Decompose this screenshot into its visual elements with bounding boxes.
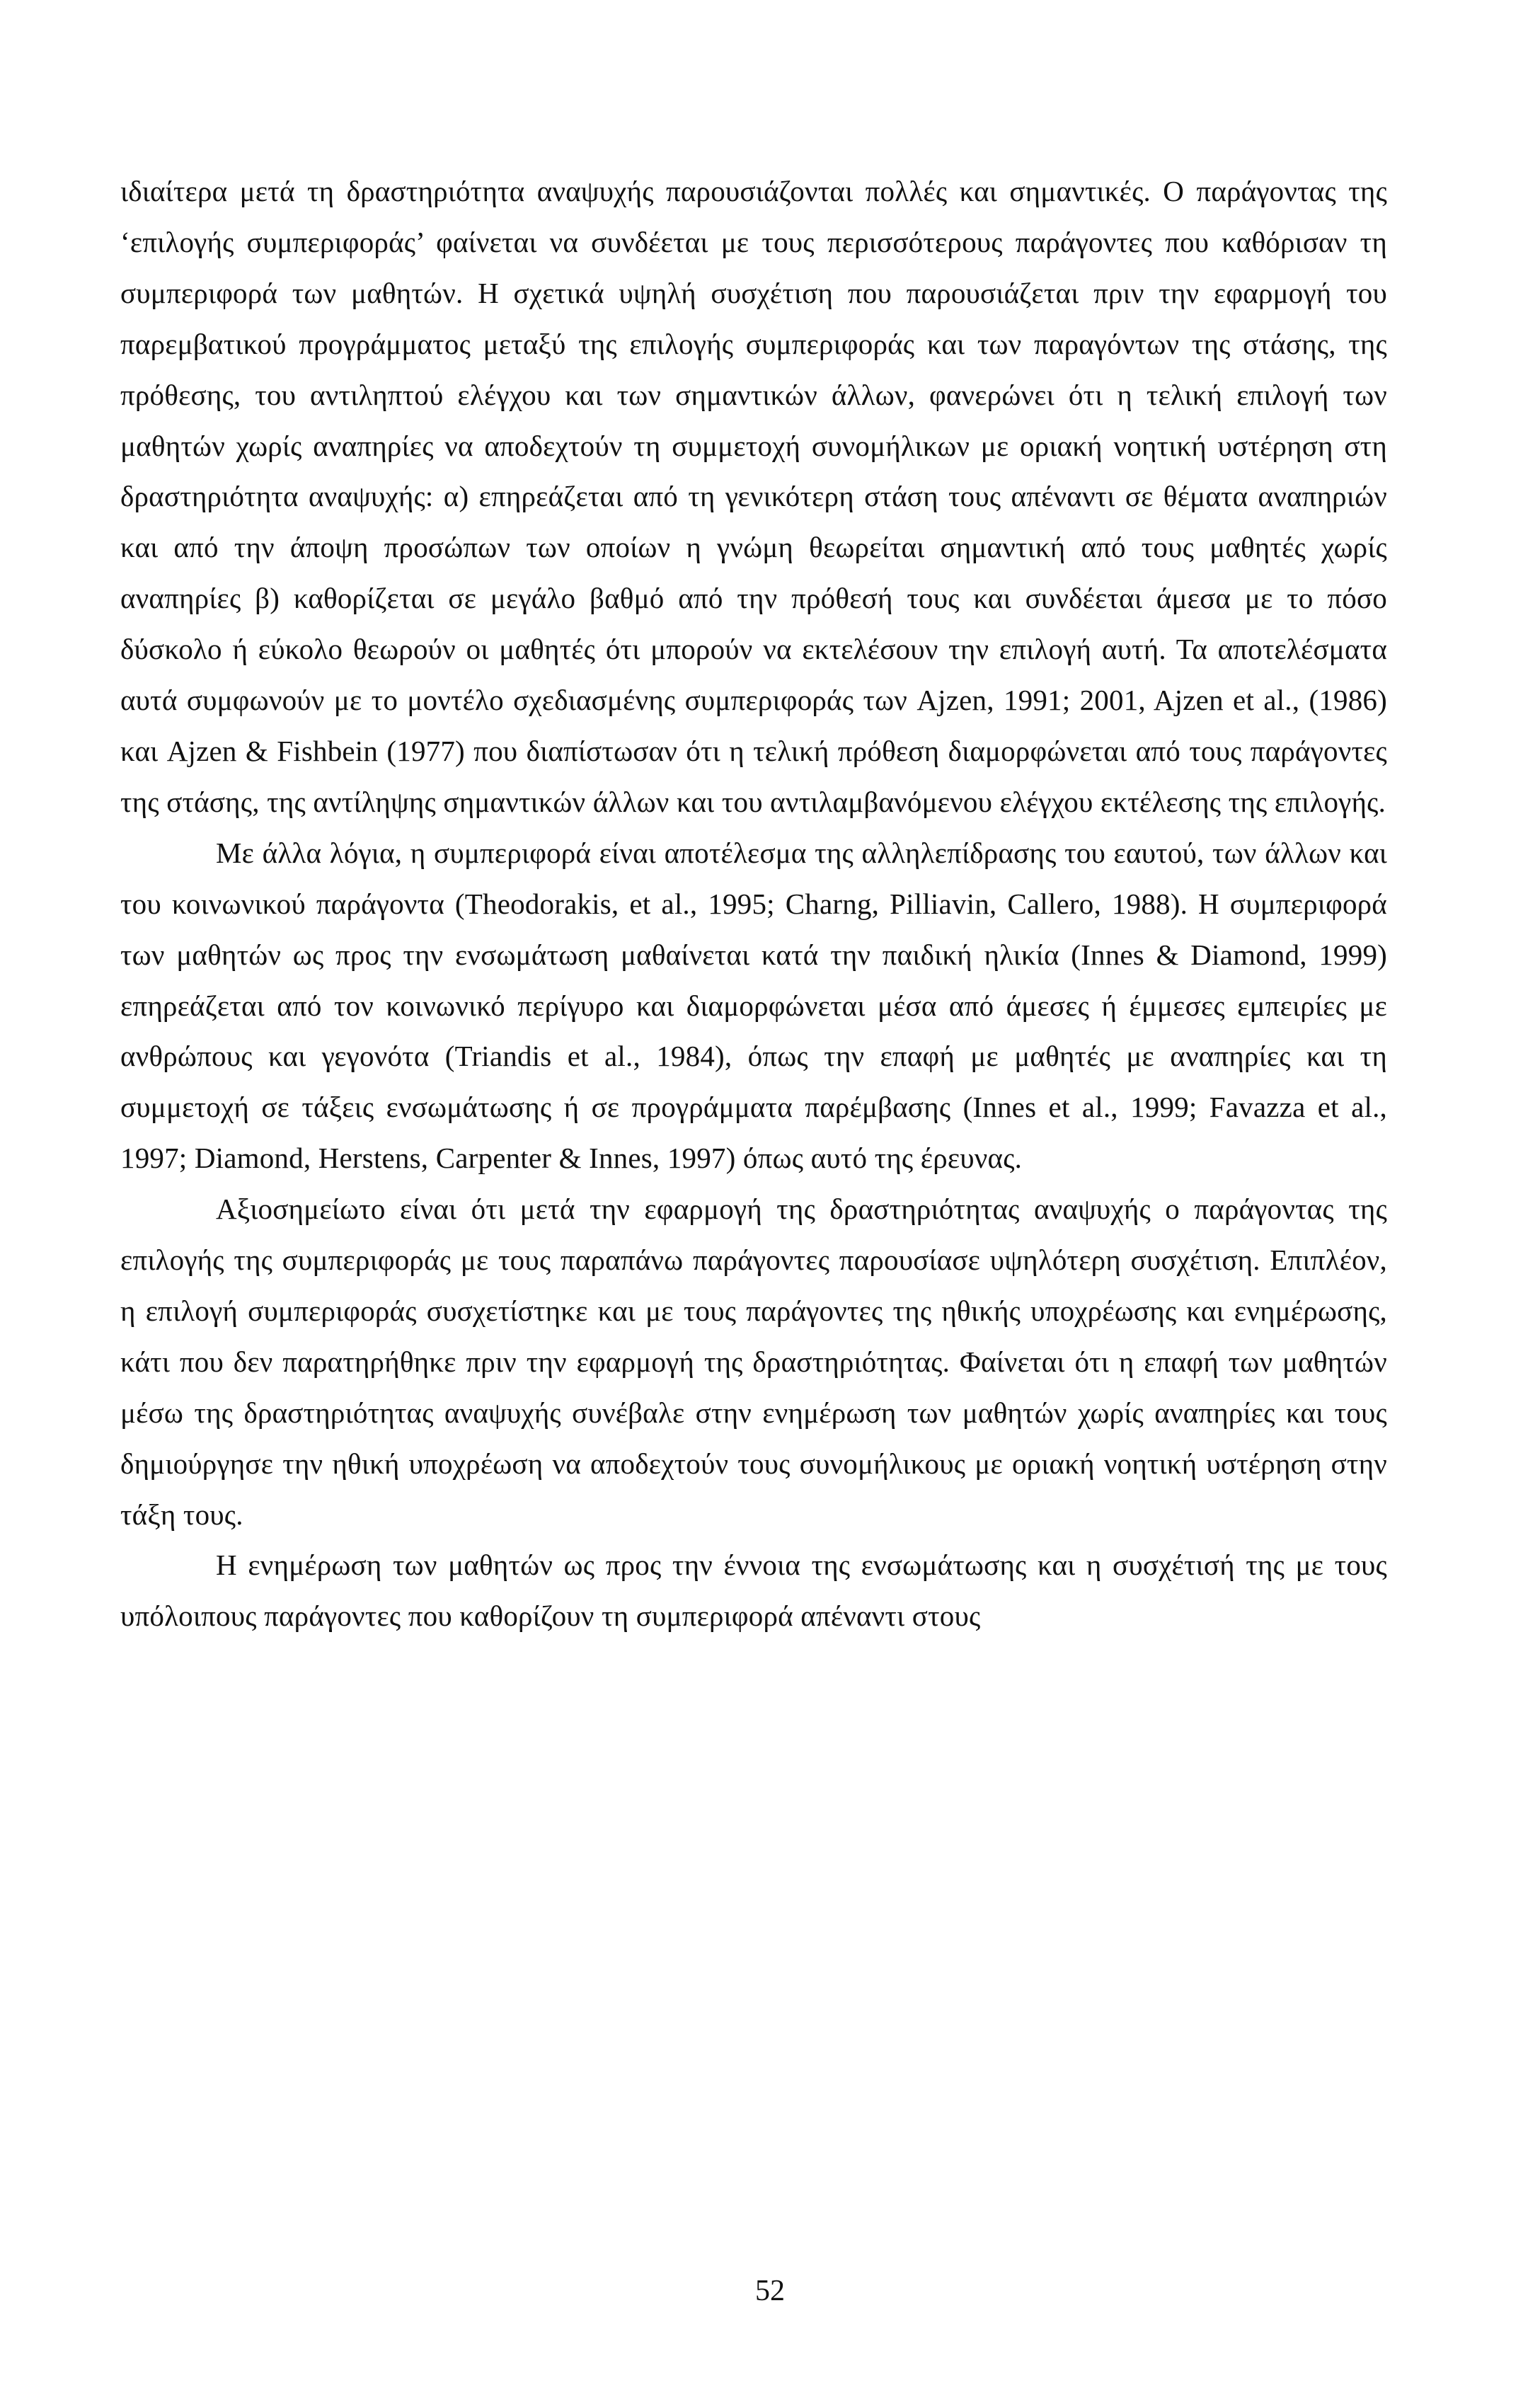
paragraph: Αξιοσημείωτο είναι ότι μετά την εφαρμογή της δραστηριότητας αναψυχής ο παράγοντας της επιλογής της συμπεριφοράς με τους παραπάνω παράγοντες παρουσίασε υψηλότερη συσχέτιση. Επιπλέον, η επιλογή συμπεριφοράς συσχετίστηκε και με τους παράγοντες της ηθικής υποχρέωσης και ενημέρωσης, κάτι που δεν παρατηρήθηκε πριν την εφαρμογή της δραστηριότητας. Φαίνεται ότι η επαφή των μαθητών μέσω της δραστηριότητας αναψυχής συνέβαλε στην ενημέρωση των μαθητών χωρίς αναπηρίες και τους δημιούργησε την ηθική υποχρέωση να αποδεχτούν τους συνομήλικους με οριακή νοητική υστέρηση στην τάξη τους.: [120, 1193, 1387, 1531]
paragraph-continued: ιδιαίτερα μετά τη δραστηριότητα αναψυχής παρουσιάζονται πολλές και σημαντικές. Ο παράγοντας της ‘επιλογής συμπεριφοράς’ φαίνεται να συνδέεται με τους περισσότερους παράγοντες που καθόρισαν τη συμπεριφορά των μαθητών. Η σχετικά υψηλή συσχέτιση που παρουσιάζεται πριν την εφαρμογή του παρεμβατικού προγράμματος μεταξύ της επιλογής συμπεριφοράς και των παραγόντων της στάσης, της πρόθεσης, του αντιληπτού ελέγχου και των σημαντικών άλλων, φανερώνει ότι η τελική επιλογή των μαθητών χωρίς αναπηρίες να αποδεχτούν τη συμμετοχή συνομήλικων με οριακή νοητική υστέρηση στη δραστηριότητα αναψυχής: α) επηρεάζεται από τη γενικότερη στάση τους απέναντι σε θέματα αναπηριών και από την άποψη προσώπων των οποίων η γνώμη θεωρείται σημαντική από τους μαθητές χωρίς αναπηρίες β) καθορίζεται σε μεγάλο βαθμό από την πρόθεσή τους και συνδέεται άμεσα με το πόσο δύσκολο ή εύκολο θεωρούν οι μαθητές ότι μπορούν να εκτελέσουν την επιλογή αυτή. Τα αποτελέσματα αυτά συμφωνούν με το μοντέλο σχεδιασμένης συμπεριφοράς των Ajzen, 1991; 2001, Ajzen et al., (1986) και Ajzen & Fishbein (1977) που διαπίστωσαν ότι η τελική πρόθεση διαμορφώνεται από τους παράγοντες της στάσης, της αντίληψης σημαντικών άλλων και του αντιλαμβανόμενου ελέγχου εκτέλεσης της επιλογής.: [120, 175, 1387, 818]
paragraph: Με άλλα λόγια, η συμπεριφορά είναι αποτέλεσμα της αλληλεπίδρασης του εαυτού, των άλλων και του κοινωνικού παράγοντα (Theodorakis, et al., 1995; Charng, Pilliavin, Callero, 1988). Η συμπεριφορά των μαθητών ως προς την ενσωμάτωση μαθαίνεται κατά την παιδική ηλικία (Innes & Diamond, 1999) επηρεάζεται από τον κοινωνικό περίγυρο και διαμορφώνεται μέσα από άμεσες ή έμμεσες εμπειρίες με ανθρώπους και γεγονότα (Triandis et al., 1984), όπως την επαφή με μαθητές με αναπηρίες και τη συμμετοχή σε τάξεις ενσωμάτωσης ή σε προγράμματα παρέμβασης (Innes et al., 1999; Favazza et al., 1997; Diamond, Herstens, Carpenter & Innes, 1997) όπως αυτό της έρευνας.: [120, 836, 1387, 1175]
page-number: 52: [755, 2275, 785, 2307]
paragraph: Η ενημέρωση των μαθητών ως προς την έννοια της ενσωμάτωσης και η συσχέτισή της με τους υπόλοιπους παράγοντες που καθορίζουν τη συμπεριφορά απέναντι στους: [120, 1549, 1387, 1633]
document-body: [120, 166, 1387, 1642]
